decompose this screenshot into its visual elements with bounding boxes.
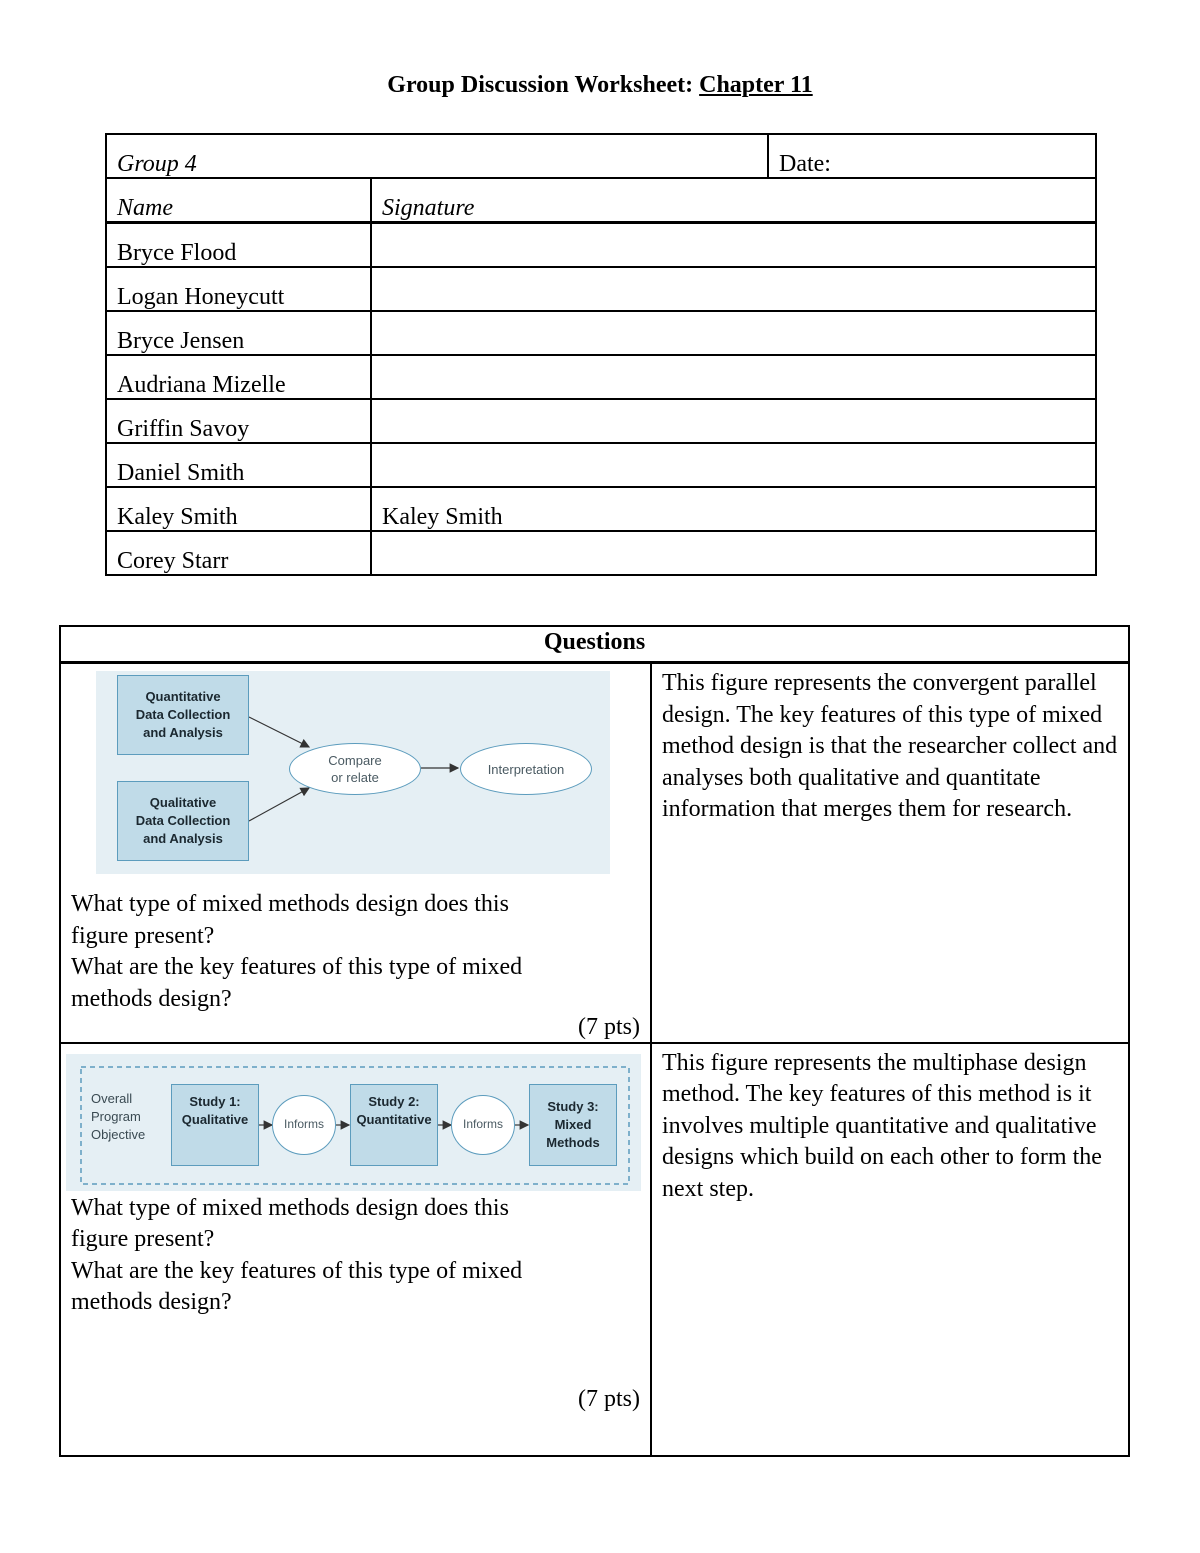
member-row [106, 531, 1096, 575]
answer-cell[interactable]: This figure represents the convergent parallel design. The key features of this type of mixed method design is that the researcher collect and analyses both qualitative and quantitate information that merges them for research. [651, 663, 1129, 1043]
convergent-design-figure [96, 671, 610, 874]
member-signature[interactable]: Kaley Smith [371, 487, 1096, 531]
member-name: Audriana Mizelle [106, 355, 371, 399]
member-signature[interactable] [371, 531, 1096, 575]
member-name: Bryce Flood [106, 223, 371, 268]
member-row [106, 223, 1096, 268]
qualitative-box: Qualitative Data Collection and Analysis [117, 781, 249, 861]
informs-oval: Informs [451, 1095, 515, 1155]
question-line: figure present? [71, 922, 215, 949]
column-header-row [106, 178, 1096, 223]
member-row [106, 399, 1096, 443]
question-line: What are the key features of this type of mixed [71, 954, 523, 980]
member-signature[interactable] [371, 311, 1096, 355]
member-signature[interactable] [371, 355, 1096, 399]
informs-oval: Informs [272, 1095, 336, 1155]
col-signature-header: Signature [371, 178, 1096, 223]
member-row [106, 355, 1096, 399]
question-row [60, 1043, 1129, 1457]
title-prefix: Group Discussion Worksheet: [387, 72, 694, 98]
objective-label: Overall Program Objective [91, 1090, 146, 1142]
question-line: methods design? [71, 985, 232, 1012]
member-name: Kaley Smith [106, 487, 371, 531]
group-table [105, 133, 1097, 576]
member-name: Logan Honeycutt [106, 267, 371, 311]
date-label[interactable]: Date: [768, 134, 1096, 178]
questions-table [59, 625, 1130, 1457]
member-signature[interactable] [371, 267, 1096, 311]
study1-box: Study 1: Qualitative [171, 1084, 259, 1166]
question-line: What type of mixed methods design does this [71, 891, 509, 917]
study3-box: Study 3: Mixed Methods [529, 1084, 617, 1166]
question-line: figure present? [71, 1226, 215, 1252]
questions-header-row [60, 626, 1129, 663]
member-signature[interactable] [371, 223, 1096, 268]
member-row [106, 487, 1096, 531]
member-row [106, 443, 1096, 487]
member-signature[interactable] [371, 443, 1096, 487]
worksheet-title [0, 72, 1200, 99]
member-signature[interactable] [371, 399, 1096, 443]
points-label: (7 pts) [578, 1385, 640, 1412]
group-label: Group 4 [106, 134, 768, 178]
question-line: methods design? [71, 1289, 232, 1315]
question-line: What are the key features of this type of mixed [71, 1257, 523, 1284]
question-text [71, 1193, 640, 1319]
points-label: (7 pts) [578, 1014, 640, 1040]
multiphase-design-figure [66, 1054, 641, 1191]
question-cell [60, 663, 651, 1043]
col-name-header: Name [106, 178, 371, 223]
question-line: What type of mixed methods design does this [71, 1194, 509, 1221]
compare-oval: Compare or relate [289, 743, 421, 795]
member-name: Bryce Jensen [106, 311, 371, 355]
quantitative-box: Quantitative Data Collection and Analysis [117, 675, 249, 755]
interpretation-oval: Interpretation [460, 743, 592, 795]
arrow-qual-to-compare [249, 788, 309, 821]
study2-box: Study 2: Quantitative [350, 1084, 438, 1166]
question-cell [60, 1043, 651, 1457]
member-name: Corey Starr [106, 531, 371, 575]
arrow-quant-to-compare [249, 717, 309, 747]
member-name: Griffin Savoy [106, 399, 371, 443]
member-row [106, 311, 1096, 355]
question-text [71, 889, 640, 1015]
title-chapter: Chapter 11 [699, 72, 813, 98]
group-row [106, 134, 1096, 178]
member-row [106, 267, 1096, 311]
answer-cell[interactable]: This figure represents the multiphase design method. The key features of this method is it involves multiple quantitative and qualitative designs which build on each other to form the next step. [651, 1043, 1129, 1457]
questions-header: Questions [60, 626, 1129, 663]
question-row [60, 663, 1129, 1043]
member-name: Daniel Smith [106, 443, 371, 487]
